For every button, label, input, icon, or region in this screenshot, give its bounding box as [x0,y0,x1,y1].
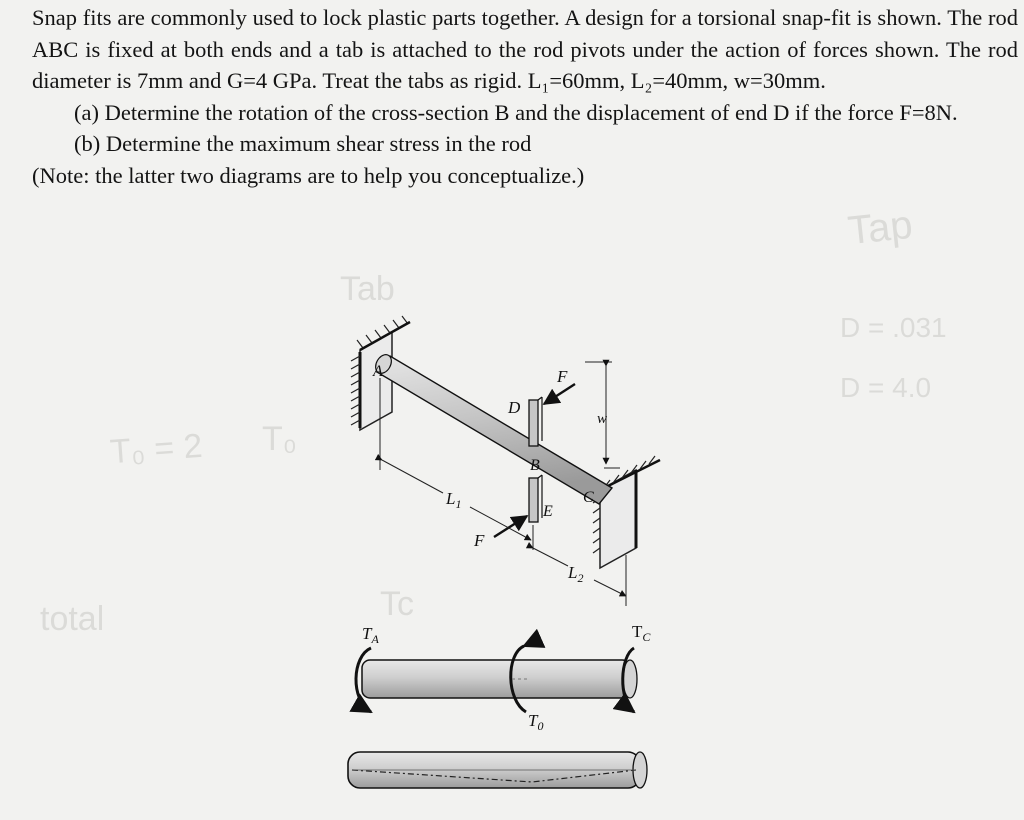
label-f-bottom: F [474,531,485,550]
label-tc: $T_C$ [632,622,651,644]
part-a-marker: (a) [74,99,99,125]
label-b: B [530,457,540,474]
problem-intro: Snap fits are commonly used to lock plastic parts together. A design for a torsional snap-fit is shown. The rod ABC is fixed at both ends and a tab is attached to the rod pivots under the action of forces shown. The rod diameter is 7mm and G=4 GPa. Treat the tabs as rigid. L₁=60mm, L₂=40mm, w=30mm. [32,5,1018,93]
ghost-text-4: Tab [340,270,395,308]
label-e: E [543,503,553,520]
label-w: w [597,411,608,427]
label-t0: $T_0$ [528,711,544,733]
right-wall-support [593,456,660,568]
label-c: C [583,489,594,506]
label-l2: $L_2$ [568,563,584,585]
ghost-text-7: Tc [380,585,414,623]
torque-diagram [356,622,651,733]
rod-abc [377,356,612,504]
snap-fit-figure [351,316,660,606]
force-arrow-top [544,384,575,404]
ghost-text-8: total [40,600,105,638]
label-a: A [373,363,383,380]
ghost-text-6: D = 4.0 [840,372,932,403]
ghost-text-3: T₀ = 2 [108,426,204,472]
ghost-text-1: Tap [845,202,915,254]
ghost-text-5: D = .031 [840,312,947,343]
label-f-top: F [557,367,568,386]
force-arrow-bottom [494,516,527,537]
label-d: D [508,398,521,417]
ghost-text-2: T₀ [262,420,297,458]
torque-shaft [362,660,630,698]
problem-note: (Note: the latter two diagrams are to help you conceptualize.) [32,162,585,188]
label-ta: $T_A$ [362,624,379,646]
label-l1: $L_1$ [446,489,462,511]
part-b-text: Determine the maximum shear stress in the rod [105,131,532,156]
part-b-marker: (b) [74,131,101,156]
part-a-text: Determine the rotation of the cross-section B and the displacement of end D if the force F=8N. [104,99,958,125]
twist-diagram [348,752,647,788]
